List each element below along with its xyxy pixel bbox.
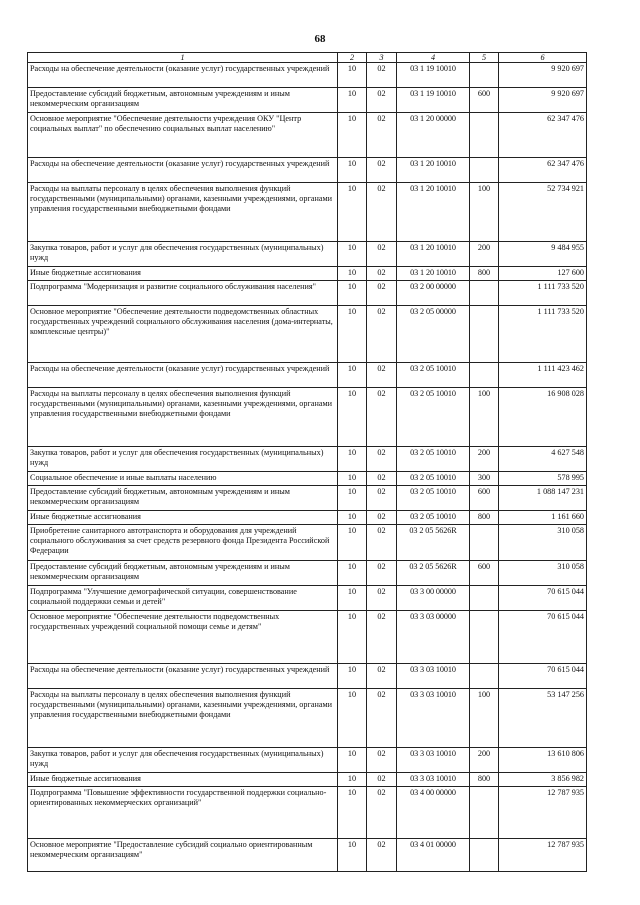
table-row [28, 611, 587, 664]
table-row [28, 773, 587, 787]
cell-target-article: 03 1 20 10010 [397, 267, 470, 281]
cell-section: 10 [338, 113, 367, 158]
table-row [28, 306, 587, 363]
cell-section: 10 [338, 773, 367, 787]
cell-expense-type: 200 [470, 748, 499, 773]
table-row [28, 183, 587, 242]
cell-target-article: 03 1 20 00000 [397, 113, 470, 158]
cell-expense-type: 100 [470, 689, 499, 748]
cell-expense-type [470, 306, 499, 363]
cell-section: 10 [338, 88, 367, 113]
cell-subsection: 02 [367, 88, 397, 113]
cell-amount: 1 161 660 [499, 511, 587, 525]
cell-name: Расходы на выплаты персоналу в целях обеспечения выполнения функций государственными (муниципальными) органами, казенными учреждениями, органами управления государственными внебюджетными фондами [28, 388, 338, 447]
cell-amount: 62 347 476 [499, 113, 587, 158]
cell-expense-type: 200 [470, 447, 499, 472]
cell-target-article: 03 3 03 10010 [397, 664, 470, 689]
table-row [28, 267, 587, 281]
cell-amount: 53 147 256 [499, 689, 587, 748]
cell-expense-type [470, 63, 499, 88]
cell-name: Основное мероприятие "Обеспечение деятельности учреждения ОКУ "Центр социальных выплат" по обеспечению социальных выплат населению" [28, 113, 338, 158]
cell-target-article: 03 3 03 10010 [397, 773, 470, 787]
cell-subsection: 02 [367, 773, 397, 787]
cell-name: Подпрограмма "Повышение эффективности государственной поддержки социально-ориентированных некоммерческих организаций" [28, 787, 338, 839]
column-number-name: 1 [28, 53, 338, 63]
cell-subsection: 02 [367, 586, 397, 611]
cell-name: Предоставление субсидий бюджетным, автономным учреждениям и иным некоммерческим организациям [28, 486, 338, 511]
cell-expense-type [470, 839, 499, 872]
cell-section: 10 [338, 525, 367, 561]
cell-subsection: 02 [367, 486, 397, 511]
cell-target-article: 03 3 00 00000 [397, 586, 470, 611]
cell-subsection: 02 [367, 611, 397, 664]
cell-section: 10 [338, 267, 367, 281]
cell-subsection: 02 [367, 472, 397, 486]
cell-amount: 578 995 [499, 472, 587, 486]
cell-expense-type: 600 [470, 561, 499, 586]
cell-section: 10 [338, 486, 367, 511]
cell-subsection: 02 [367, 525, 397, 561]
cell-name: Иные бюджетные ассигнования [28, 511, 338, 525]
table-row [28, 88, 587, 113]
cell-name: Расходы на выплаты персоналу в целях обеспечения выполнения функций государственными (муниципальными) органами, казенными учреждениями, органами управления государственными внебюджетными фондами [28, 689, 338, 748]
cell-amount: 1 111 733 520 [499, 281, 587, 306]
table-row [28, 447, 587, 472]
column-number-amount: 6 [499, 53, 587, 63]
cell-amount: 52 734 921 [499, 183, 587, 242]
cell-section: 10 [338, 158, 367, 183]
cell-name: Социальное обеспечение и иные выплаты населению [28, 472, 338, 486]
cell-subsection: 02 [367, 511, 397, 525]
table-row [28, 689, 587, 748]
cell-expense-type: 800 [470, 511, 499, 525]
cell-expense-type: 600 [470, 88, 499, 113]
cell-subsection: 02 [367, 748, 397, 773]
cell-expense-type [470, 586, 499, 611]
cell-section: 10 [338, 561, 367, 586]
cell-name: Расходы на обеспечение деятельности (оказание услуг) государственных учреждений [28, 664, 338, 689]
cell-target-article: 03 2 05 5626R [397, 561, 470, 586]
cell-section: 10 [338, 281, 367, 306]
table-body [28, 53, 587, 872]
cell-target-article: 03 2 05 10010 [397, 388, 470, 447]
table-row [28, 586, 587, 611]
cell-expense-type: 800 [470, 267, 499, 281]
cell-expense-type [470, 281, 499, 306]
cell-name: Предоставление субсидий бюджетным, автономным учреждениям и иным некоммерческим организациям [28, 88, 338, 113]
cell-name: Закупка товаров, работ и услуг для обеспечения государственных (муниципальных) нужд [28, 242, 338, 267]
cell-name: Основное мероприятие "Предоставление субсидий социально ориентированным некоммерческим организациям" [28, 839, 338, 872]
cell-name: Расходы на обеспечение деятельности (оказание услуг) государственных учреждений [28, 158, 338, 183]
cell-target-article: 03 1 19 10010 [397, 63, 470, 88]
cell-amount: 4 627 548 [499, 447, 587, 472]
cell-name: Закупка товаров, работ и услуг для обеспечения государственных (муниципальных) нужд [28, 447, 338, 472]
cell-name: Иные бюджетные ассигнования [28, 773, 338, 787]
budget-table [27, 52, 587, 872]
cell-expense-type [470, 787, 499, 839]
cell-expense-type: 300 [470, 472, 499, 486]
cell-subsection: 02 [367, 561, 397, 586]
cell-subsection: 02 [367, 267, 397, 281]
cell-section: 10 [338, 748, 367, 773]
cell-target-article: 03 4 00 00000 [397, 787, 470, 839]
cell-section: 10 [338, 689, 367, 748]
table-row [28, 561, 587, 586]
cell-amount: 13 610 806 [499, 748, 587, 773]
cell-subsection: 02 [367, 363, 397, 388]
cell-name: Подпрограмма "Улучшение демографической ситуации, совершенствование социальной поддержки семьи и детей" [28, 586, 338, 611]
cell-amount: 62 347 476 [499, 158, 587, 183]
cell-target-article: 03 2 05 10010 [397, 447, 470, 472]
cell-subsection: 02 [367, 158, 397, 183]
cell-amount: 9 920 697 [499, 88, 587, 113]
column-number-row [28, 53, 587, 63]
cell-amount: 127 600 [499, 267, 587, 281]
table-row [28, 525, 587, 561]
cell-expense-type: 100 [470, 183, 499, 242]
cell-target-article: 03 1 20 10010 [397, 242, 470, 267]
cell-amount: 310 058 [499, 561, 587, 586]
table-row [28, 511, 587, 525]
cell-subsection: 02 [367, 113, 397, 158]
cell-amount: 16 908 028 [499, 388, 587, 447]
cell-name: Приобретение санитарного автотранспорта и оборудования для учреждений социального обслуживания за счет средств резервного фонда Президента Российской Федерации [28, 525, 338, 561]
cell-amount: 12 787 935 [499, 787, 587, 839]
cell-target-article: 03 1 20 10010 [397, 183, 470, 242]
cell-expense-type: 100 [470, 388, 499, 447]
table-row [28, 486, 587, 511]
cell-amount: 9 920 697 [499, 63, 587, 88]
cell-expense-type [470, 664, 499, 689]
cell-expense-type: 800 [470, 773, 499, 787]
cell-section: 10 [338, 586, 367, 611]
cell-subsection: 02 [367, 183, 397, 242]
column-number-section: 2 [338, 53, 367, 63]
cell-subsection: 02 [367, 787, 397, 839]
table-row [28, 363, 587, 388]
column-number-target: 4 [397, 53, 470, 63]
table-row [28, 158, 587, 183]
table-row [28, 472, 587, 486]
table-row [28, 113, 587, 158]
cell-section: 10 [338, 183, 367, 242]
cell-section: 10 [338, 839, 367, 872]
table-row [28, 63, 587, 88]
cell-section: 10 [338, 363, 367, 388]
cell-target-article: 03 3 03 00000 [397, 611, 470, 664]
table-row [28, 664, 587, 689]
cell-name: Основное мероприятие "Обеспечение деятельности подведомственных областных государственных учреждений социального обслуживания населения (дома-интернаты, комплексные центры)" [28, 306, 338, 363]
cell-name: Закупка товаров, работ и услуг для обеспечения государственных (муниципальных) нужд [28, 748, 338, 773]
cell-expense-type [470, 113, 499, 158]
cell-name: Расходы на выплаты персоналу в целях обеспечения выполнения функций государственными (муниципальными) органами, казенными учреждениями, органами управления государственными внебюджетными фондами [28, 183, 338, 242]
cell-target-article: 03 2 05 10010 [397, 511, 470, 525]
column-number-subsection: 3 [367, 53, 397, 63]
cell-subsection: 02 [367, 664, 397, 689]
table-row [28, 388, 587, 447]
cell-name: Иные бюджетные ассигнования [28, 267, 338, 281]
cell-section: 10 [338, 306, 367, 363]
cell-section: 10 [338, 511, 367, 525]
cell-target-article: 03 1 20 10010 [397, 158, 470, 183]
table-row [28, 748, 587, 773]
column-number-expense-type: 5 [470, 53, 499, 63]
cell-name: Предоставление субсидий бюджетным, автономным учреждениям и иным некоммерческим организациям [28, 561, 338, 586]
cell-section: 10 [338, 787, 367, 839]
cell-expense-type [470, 525, 499, 561]
cell-target-article: 03 2 05 10010 [397, 486, 470, 511]
cell-section: 10 [338, 242, 367, 267]
cell-target-article: 03 2 00 00000 [397, 281, 470, 306]
cell-subsection: 02 [367, 839, 397, 872]
cell-expense-type [470, 363, 499, 388]
cell-amount: 310 058 [499, 525, 587, 561]
cell-amount: 3 856 982 [499, 773, 587, 787]
cell-target-article: 03 2 05 5626R [397, 525, 470, 561]
cell-subsection: 02 [367, 242, 397, 267]
cell-expense-type [470, 158, 499, 183]
cell-subsection: 02 [367, 63, 397, 88]
cell-target-article: 03 2 05 10010 [397, 363, 470, 388]
cell-section: 10 [338, 388, 367, 447]
cell-amount: 12 787 935 [499, 839, 587, 872]
cell-amount: 1 111 423 462 [499, 363, 587, 388]
cell-subsection: 02 [367, 306, 397, 363]
table-row [28, 839, 587, 872]
cell-expense-type: 600 [470, 486, 499, 511]
cell-section: 10 [338, 63, 367, 88]
cell-expense-type: 200 [470, 242, 499, 267]
cell-amount: 70 615 044 [499, 611, 587, 664]
cell-name: Расходы на обеспечение деятельности (оказание услуг) государственных учреждений [28, 363, 338, 388]
table-row [28, 281, 587, 306]
cell-subsection: 02 [367, 281, 397, 306]
table-row [28, 242, 587, 267]
cell-target-article: 03 4 01 00000 [397, 839, 470, 872]
cell-section: 10 [338, 447, 367, 472]
cell-subsection: 02 [367, 689, 397, 748]
cell-amount: 1 088 147 231 [499, 486, 587, 511]
cell-subsection: 02 [367, 388, 397, 447]
cell-subsection: 02 [367, 447, 397, 472]
cell-target-article: 03 1 19 10010 [397, 88, 470, 113]
cell-section: 10 [338, 664, 367, 689]
cell-target-article: 03 2 05 10010 [397, 472, 470, 486]
cell-target-article: 03 3 03 10010 [397, 748, 470, 773]
cell-name: Расходы на обеспечение деятельности (оказание услуг) государственных учреждений [28, 63, 338, 88]
cell-amount: 70 615 044 [499, 586, 587, 611]
cell-expense-type [470, 611, 499, 664]
cell-target-article: 03 3 03 10010 [397, 689, 470, 748]
cell-amount: 9 484 955 [499, 242, 587, 267]
cell-amount: 70 615 044 [499, 664, 587, 689]
cell-section: 10 [338, 611, 367, 664]
table-row [28, 787, 587, 839]
cell-amount: 1 111 733 520 [499, 306, 587, 363]
cell-section: 10 [338, 472, 367, 486]
cell-name: Подпрограмма "Модернизация и развитие социального обслуживания населения" [28, 281, 338, 306]
page-number: 68 [314, 33, 326, 45]
cell-target-article: 03 2 05 00000 [397, 306, 470, 363]
cell-name: Основное мероприятие "Обеспечение деятельности подведомственных государственных учреждений социальной помощи семье и детям" [28, 611, 338, 664]
